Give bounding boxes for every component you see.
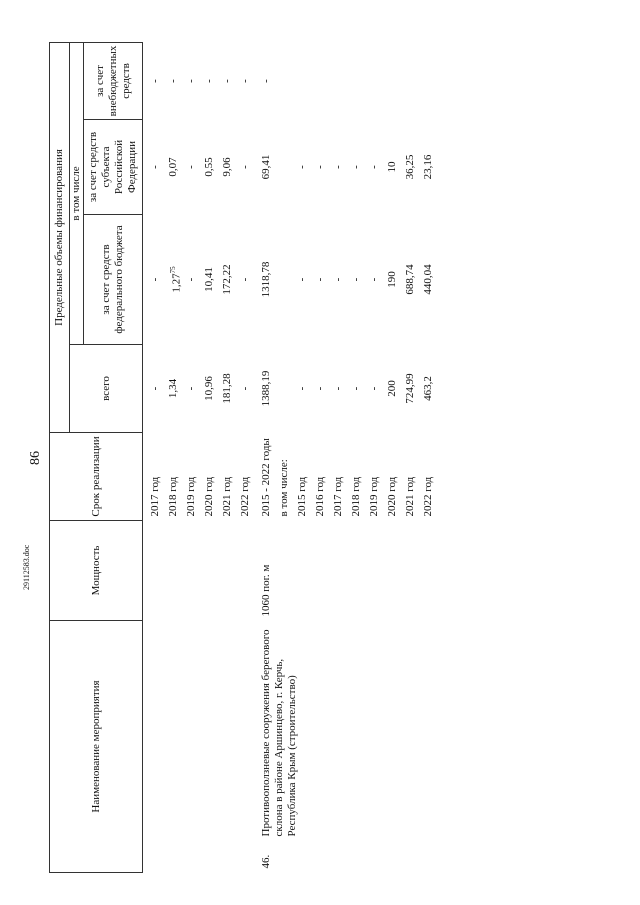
- total-cell: -: [350, 386, 362, 391]
- regional-cell: -: [296, 165, 308, 169]
- federal-cell: 440,04: [422, 264, 434, 295]
- header-limits: Предельные объемы финансирования: [50, 42, 70, 432]
- table-row: [185, 42, 203, 872]
- regional-cell: -: [185, 165, 197, 169]
- item-period: 2015 - 2022 годы: [260, 438, 272, 517]
- extra-cell: -: [167, 79, 179, 83]
- year-cell: 2020 год: [386, 476, 398, 517]
- regional-cell: 9,06: [221, 157, 233, 177]
- document-filename: 29112583.doc: [22, 544, 31, 590]
- year-cell: 2019 год: [368, 476, 380, 517]
- federal-cell: 688,74: [404, 264, 416, 295]
- rotated-page: [27, 43, 607, 873]
- header-regional: за счет средств субъекта Российской Федерации: [84, 120, 143, 215]
- total-cell: -: [314, 386, 326, 391]
- header-capacity: Мощность: [50, 521, 143, 621]
- federal-cell: 172,22: [221, 264, 233, 295]
- regional-cell: -: [368, 165, 380, 169]
- total-cell: -: [332, 386, 344, 391]
- table-row: [257, 42, 278, 872]
- regional-cell: 36,25: [404, 154, 416, 180]
- regional-cell: -: [332, 165, 344, 169]
- year-cell: 2020 год: [203, 476, 215, 517]
- item-extra: -: [260, 79, 272, 83]
- total-cell: 724,99: [404, 373, 416, 404]
- federal-cell: -: [332, 277, 344, 282]
- federal-cell: -: [185, 277, 197, 282]
- item-federal: 1318,78: [260, 261, 272, 298]
- year-cell: 2018 год: [167, 476, 179, 517]
- year-cell: 2017 год: [332, 476, 344, 517]
- federal-cell: -: [296, 277, 308, 282]
- regional-cell: -: [314, 165, 326, 169]
- item-name: Противооползневые сооружения берегового склона в районе Аршинцево, г. Керчь, Республика Крым (строительство): [260, 629, 298, 837]
- year-cell: 2022 год: [239, 476, 251, 517]
- year-cell: 2015 год: [296, 476, 308, 517]
- table-row: [143, 42, 168, 872]
- page-number: 86: [28, 451, 43, 465]
- federal-cell: -: [368, 277, 380, 282]
- total-cell: 200: [386, 380, 398, 397]
- federal-cell: -: [350, 277, 362, 282]
- total-cell: -: [296, 386, 308, 391]
- total-cell: 10,96: [203, 376, 215, 401]
- total-cell: -: [149, 386, 161, 391]
- total-cell: -: [368, 386, 380, 391]
- header-name: Наименование мероприятия: [50, 621, 143, 873]
- year-cell: 2018 год: [350, 476, 362, 517]
- regional-cell: 10: [386, 161, 398, 173]
- year-cell: 2021 год: [404, 476, 416, 517]
- item-total: 1388,19: [260, 370, 272, 407]
- header-including: в том числе: [70, 42, 84, 344]
- total-cell: -: [239, 386, 251, 391]
- year-cell: 2019 год: [185, 476, 197, 517]
- federal-cell: -: [239, 277, 251, 282]
- item-number: 46.: [260, 854, 272, 869]
- extra-cell: -: [239, 79, 251, 83]
- table-row: [203, 42, 221, 872]
- total-cell: 181,28: [221, 373, 233, 404]
- year-cell: 2022 год: [422, 476, 434, 517]
- extra-cell: -: [203, 79, 215, 83]
- including-label: в том числе:: [278, 459, 290, 517]
- total-cell: 463,2: [422, 376, 434, 401]
- extra-cell: -: [185, 79, 197, 83]
- federal-cell: -: [149, 277, 161, 282]
- table-row: [167, 42, 185, 872]
- header-period: Срок реализации: [50, 433, 143, 521]
- federal-cell: 1,27$^{75}$: [169, 266, 183, 293]
- federal-cell: 10,41: [203, 267, 215, 292]
- year-cell: 2017 год: [149, 476, 161, 517]
- extra-cell: -: [149, 79, 161, 83]
- regional-cell: 23,16: [422, 154, 434, 180]
- item-regional: 69,41: [260, 154, 272, 180]
- extra-cell: -: [221, 79, 233, 83]
- federal-cell: 190: [386, 271, 398, 288]
- total-cell: -: [185, 386, 197, 391]
- year-cell: 2016 год: [314, 476, 326, 517]
- total-cell: 1,34: [167, 378, 179, 399]
- federal-cell: -: [314, 277, 326, 282]
- table-row: [221, 42, 239, 872]
- item-capacity: 1060 пог. м: [260, 564, 272, 617]
- header-federal: за счет средств федерального бюджета: [84, 215, 143, 345]
- year-cell: 2021 год: [221, 476, 233, 517]
- table-row: [239, 42, 257, 872]
- regional-cell: 0,55: [203, 157, 215, 177]
- regional-cell: 0,07: [167, 157, 179, 177]
- header-extra: за счет внебюджетных средств: [84, 42, 143, 119]
- regional-cell: -: [239, 165, 251, 169]
- regional-cell: -: [350, 165, 362, 169]
- financing-table: [49, 42, 440, 873]
- regional-cell: -: [149, 165, 161, 169]
- header-total: всего: [70, 345, 143, 433]
